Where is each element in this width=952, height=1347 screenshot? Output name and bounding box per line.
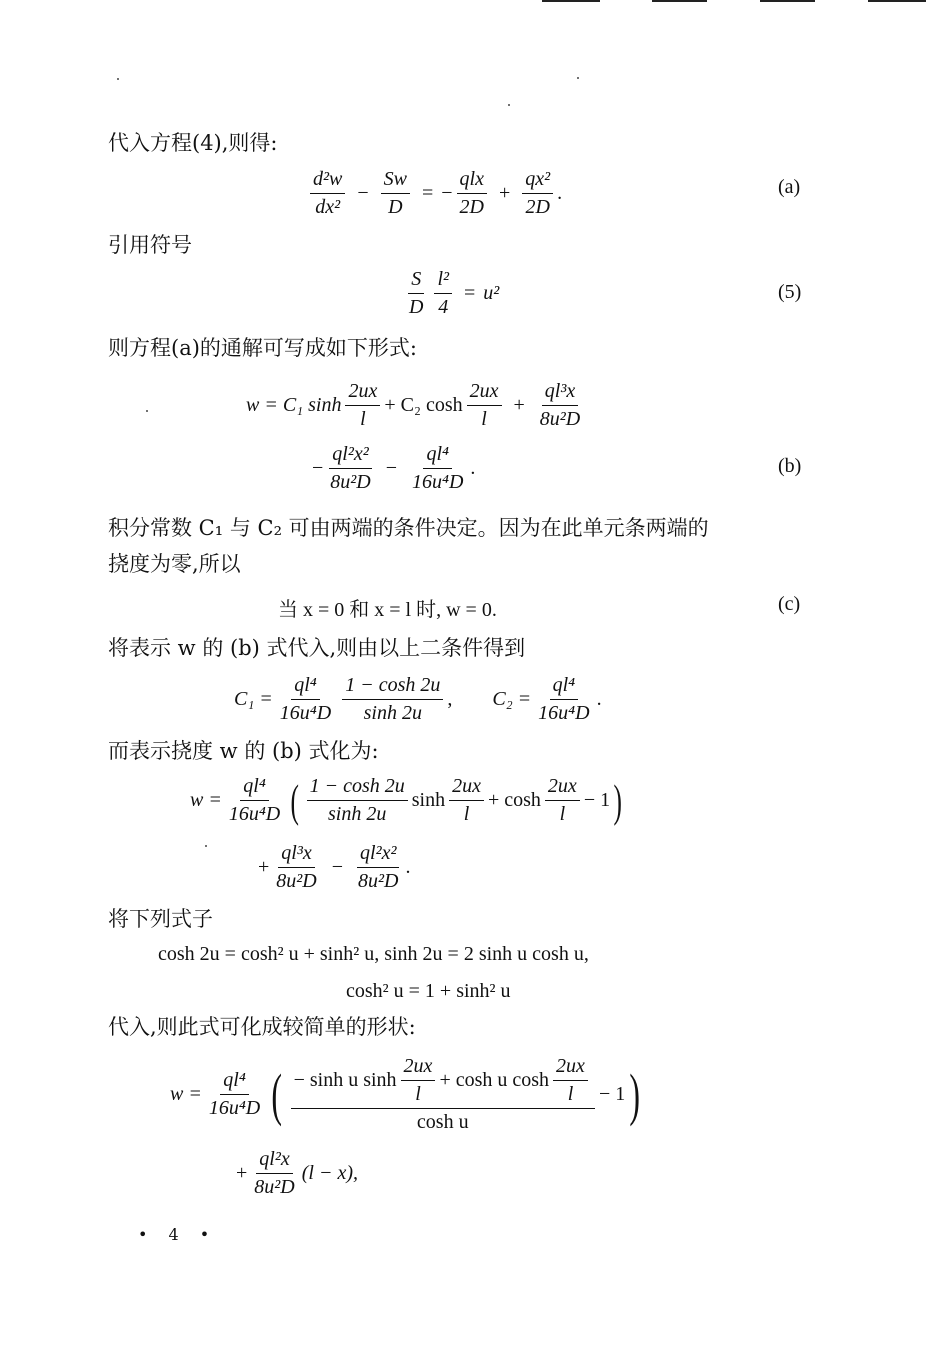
equation-w3-line1: w = $\frac{\text{ql⁴}}{\text{16u⁴D}}$ ( − sinh u sinh $\frac{2ux}{l}$ + cosh u cosh $\frac{2ux}{l}$ cosh u − 1 ) [170,1055,641,1133]
equation-c: 当 x = 0 和 x = l 时, w = 0. [278,599,497,621]
text-line: 而表示挠度 w 的 (b) 式化为: [108,739,379,763]
equation-b-line2: − $\frac{\text{ql²x²}}{\text{8u²D}}$ − $\frac{\text{ql⁴}}{\text{16u⁴D}}$ . [312,443,476,493]
equation-number: (b) [778,455,802,477]
identity-line2: cosh² u = 1 + sinh² u [346,980,511,1002]
scan-speck [205,845,207,847]
equation-number: (a) [778,176,801,198]
equation-w-line2: + $\frac{\text{ql³x}}{\text{8u²D}}$ − $\frac{\text{ql²x²}}{\text{8u²D}}$ . [258,842,411,892]
text-line: 引用符号 [108,233,192,257]
text-line: 代入,则此式可化成较简单的形状: [108,1015,416,1039]
top-rule [652,0,707,2]
text-line: 挠度为零,所以 [108,552,241,576]
scan-speck [577,77,579,79]
page-number: • 4 • [138,1225,218,1244]
equation-b-line1: w = C₁ sinh $\frac{2ux}{l}$ + C₂ cosh $\frac{2ux}{l}$ + $\frac{\text{ql³x}}{\text{8u²D}}$ [246,380,581,430]
equation-5: $\frac{S}{D}$ $\frac{\text{l²}}{4}$ = u² [409,268,500,318]
equation-w-line1: w = $\frac{\text{ql⁴}}{\text{16u⁴D}}$ ( $\frac{1 - \cosh 2u}{\sinh 2u}$ sinh $\frac{2ux}{l}$ + cosh $\frac{2ux}{l}$ − 1 ) [190,774,622,826]
text-line: 积分常数 C₁ 与 C₂ 可由两端的条件决定。因为在此单元条两端的 [108,516,709,540]
equation-number: (c) [778,593,801,615]
equation-number: (5) [778,281,802,303]
text-line: 则方程(a)的通解可写成如下形式: [108,336,417,360]
scan-speck [508,104,510,106]
text-line: 将表示 w 的 (b) 式代入,则由以上二条件得到 [108,636,526,660]
equation-w3-line2: + $\frac{\text{ql²x}}{\text{8u²D}}$ (l − x), [236,1148,358,1198]
equation-constants: C₁ = $\frac{\text{ql⁴}}{\text{16u⁴D}}$ $\frac{1 - \cosh 2u}{\sinh 2u}$ , C₂ = $\frac{\text{ql⁴}}{\text{16u⁴D}}$ . [234,674,602,724]
text-line: 将下列式子 [108,907,213,931]
scan-speck [117,78,119,80]
text-line: 代入方程(4),则得: [108,131,278,155]
identity-line1: cosh 2u = cosh² u + sinh² u, sinh 2u = 2 sinh u cosh u, [158,943,589,965]
top-rule [760,0,815,2]
top-rule [868,0,926,2]
top-rule [542,0,600,2]
equation-a: $\frac{\text{d²w}}{\text{dx²}}$ − $\frac{Sw}{D}$ = − $\frac{\text{qlx}}{2D}$ + $\frac{\text{qx²}}{2D}$ . [306,168,562,219]
scan-speck [146,410,148,412]
